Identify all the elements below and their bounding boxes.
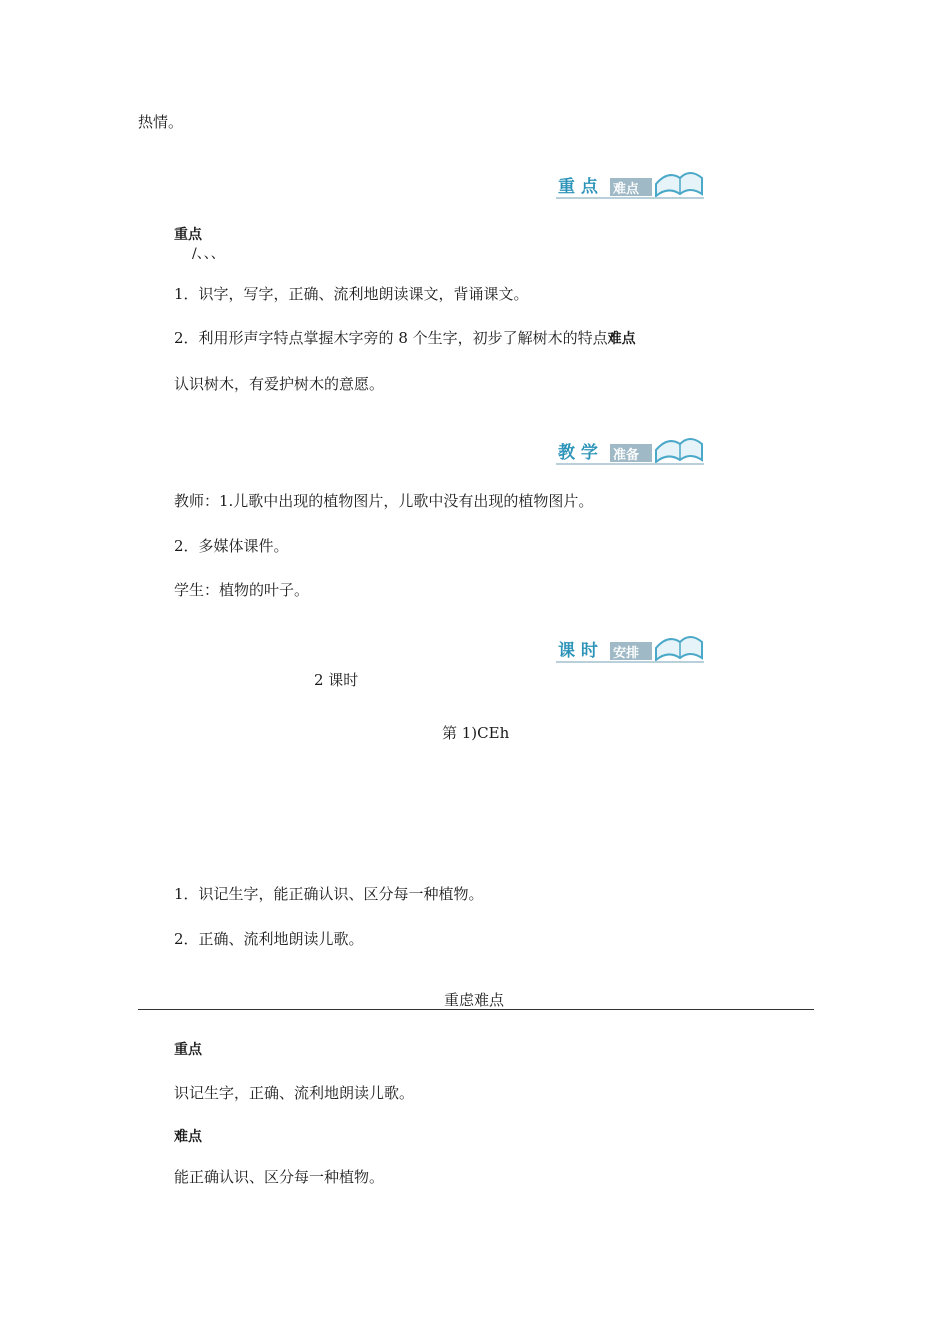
schedule-badge [556, 628, 706, 664]
teaching-prep-badge [556, 430, 706, 466]
goal-1: 1．识记生字，能正确认识、区分每一种植物。 [174, 885, 484, 903]
badge-sub-text: 准备 [613, 448, 640, 463]
difficulty-inline-label: 难点 [607, 331, 636, 347]
prep-teacher-2: 2．多媒体课件。 [174, 537, 289, 555]
badge-main-text: 课 时 [558, 641, 598, 661]
lesson-heading: 第 1)CEh [442, 724, 510, 742]
badge-sub-text: 安排 [613, 646, 640, 661]
focus-text-2: 识记生字，正确、流利地朗读儿歌。 [174, 1084, 415, 1102]
period-count: 2 课时 [314, 671, 359, 689]
focus-item-2 [174, 328, 636, 349]
section-heading: 重虑难点 [444, 991, 505, 1009]
badge-sub-text: 难点 [613, 182, 640, 197]
open-book-icon [656, 439, 702, 462]
open-book-icon [656, 173, 702, 196]
focus-label: 重点 [174, 227, 202, 243]
key-points-badge [556, 164, 706, 200]
focus-item-2-text: 2．利用形声字特点掌握木字旁的 8 个生字，初步了解树木的特点 [174, 329, 608, 347]
open-book-icon [656, 637, 702, 660]
difficulty-text: 认识树木，有爱护树木的意愿。 [174, 375, 385, 393]
difficulty-label-2: 难点 [174, 1129, 202, 1145]
badge-main-text: 重 点 [558, 177, 598, 197]
prep-student: 学生：植物的叶子。 [174, 581, 310, 599]
focus-item-1: 1．识字，写字，正确、流利地朗读课文，背诵课文。 [174, 285, 529, 303]
intro-tail-text: 热情。 [138, 113, 184, 131]
prep-teacher-1: 教师：1.儿歌中出现的植物图片，儿歌中没有出现的植物图片。 [174, 492, 594, 510]
goal-2: 2．正确、流利地朗读儿歌。 [174, 930, 364, 948]
badge-main-text: 教 学 [558, 443, 598, 463]
focus-label-2: 重点 [174, 1042, 202, 1058]
difficulty-text-2: 能正确认识、区分每一种植物。 [174, 1168, 385, 1186]
section-divider [138, 1009, 814, 1010]
stray-marks: /、、、 [192, 246, 225, 262]
